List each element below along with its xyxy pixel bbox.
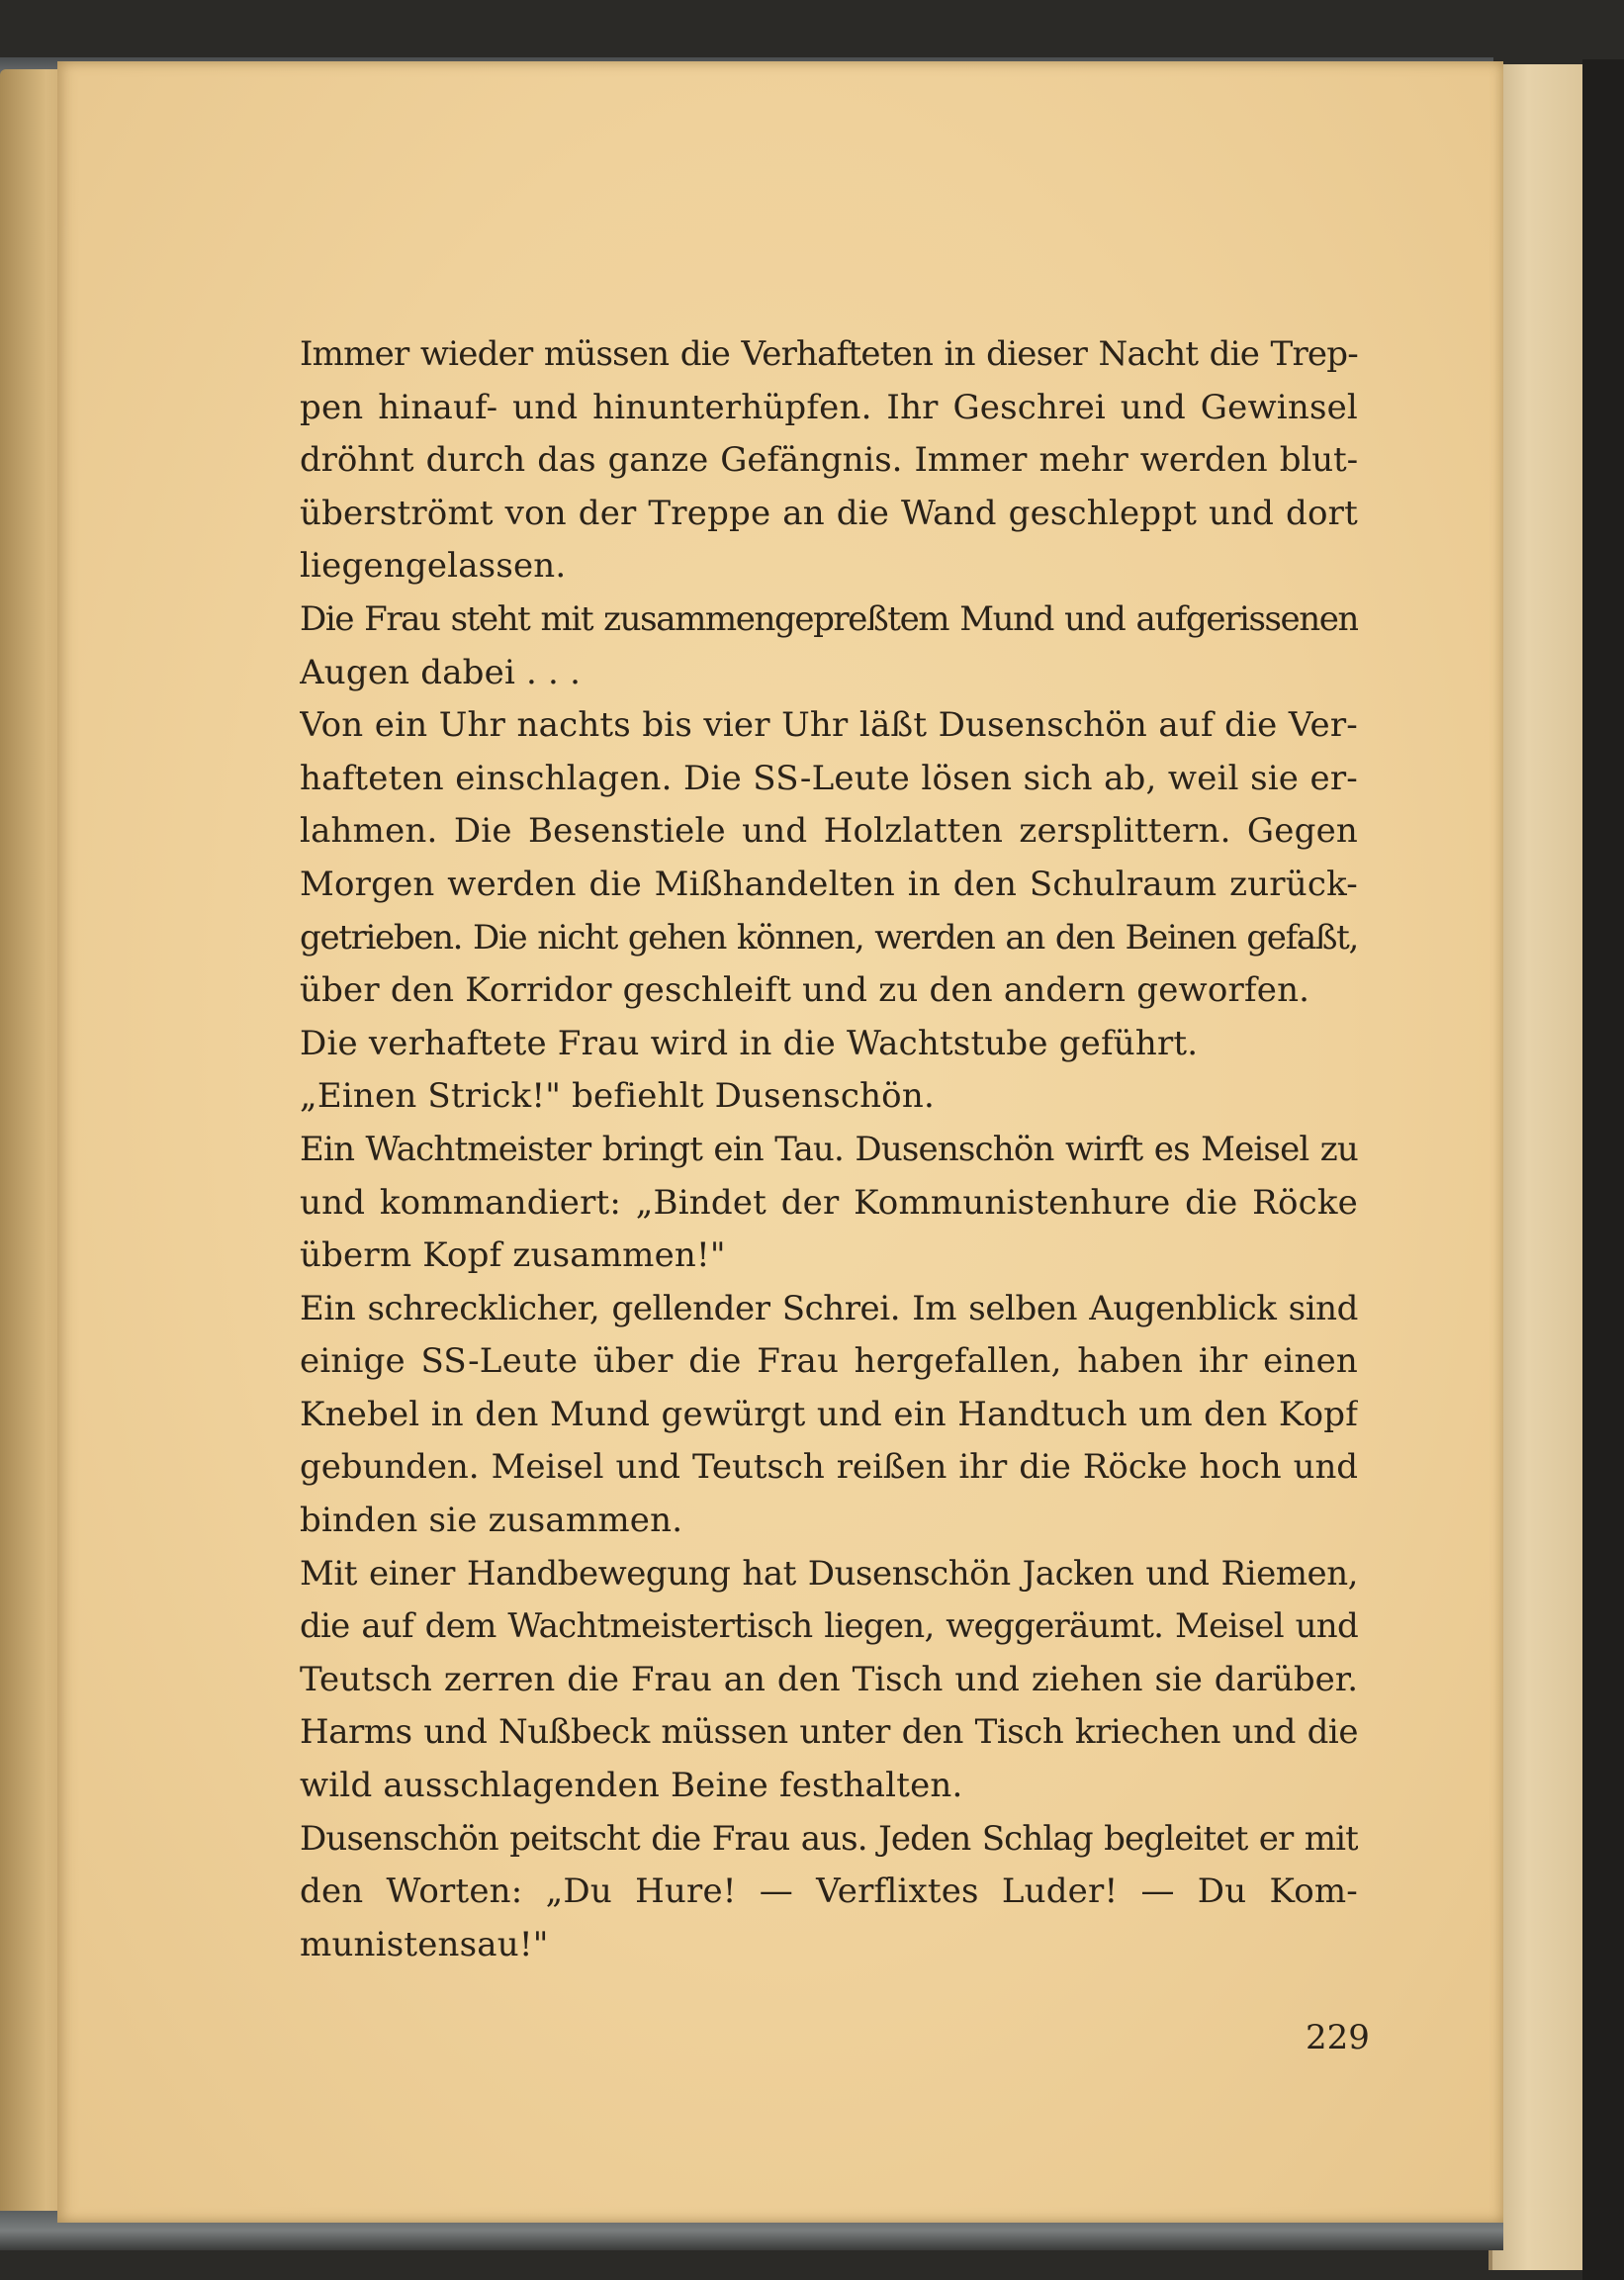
text-line: Die Frau steht mit zusammengepreßtem Mund und aufgerissenen bbox=[300, 598, 1358, 639]
text-line: dröhnt durch das ganze Gefängnis. Immer mehr werden blut- bbox=[300, 440, 1358, 481]
text-line: Knebel in den Mund gewürgt und ein Handtuch um den Kopf bbox=[300, 1394, 1358, 1434]
text-line: gebunden. Meisel und Teutsch reißen ihr die Röcke hoch und bbox=[300, 1447, 1358, 1488]
text-line: und kommandiert: „Bindet der Kommunistenhure die Röcke bbox=[300, 1182, 1358, 1223]
text-line: über den Korridor geschleift und zu den andern geworfen. bbox=[300, 970, 1310, 1011]
text-line: hafteten einschlagen. Die SS-Leute lösen sich ab, weil sie er- bbox=[300, 758, 1358, 798]
scan-background-right bbox=[1582, 59, 1624, 2280]
text-line: Augen dabei . . . bbox=[300, 652, 582, 692]
text-line: pen hinauf- und hinunterhüpfen. Ihr Geschrei und Gewinsel bbox=[300, 387, 1358, 427]
text-line: Von ein Uhr nachts bis vier Uhr läßt Dusenschön auf die Ver- bbox=[300, 705, 1358, 746]
text-line: überm Kopf zusammen!" bbox=[300, 1235, 726, 1276]
text-line: getrieben. Die nicht gehen können, werden an den Beinen gefaßt, bbox=[300, 917, 1358, 958]
text-line: binden sie zusammen. bbox=[300, 1501, 683, 1541]
text-line: liegengelassen. bbox=[300, 546, 567, 587]
text-line: Ein schrecklicher, gellender Schrei. Im selben Augenblick sind bbox=[300, 1288, 1358, 1328]
text-line: überströmt von der Treppe an die Wand geschleppt und dort bbox=[300, 493, 1358, 533]
text-line: den Worten: „Du Hure! — Verflixtes Luder! — Du Kom- bbox=[300, 1871, 1358, 1912]
text-line: „Einen Strick!" befiehlt Dusenschön. bbox=[300, 1076, 935, 1117]
text-line: Immer wieder müssen die Verhafteten in dieser Nacht die Trep- bbox=[300, 334, 1358, 374]
text-line: Dusenschön peitscht die Frau aus. Jeden Schlag begleitet er mit bbox=[300, 1818, 1358, 1859]
text-line: Mit einer Handbewegung hat Dusenschön Jacken und Riemen, bbox=[300, 1553, 1358, 1594]
text-line: munistensau!" bbox=[300, 1924, 549, 1964]
text-line: Teutsch zerren die Frau an den Tisch und ziehen sie darüber. bbox=[300, 1659, 1358, 1699]
body-text bbox=[300, 328, 1358, 1971]
text-line: Harms und Nußbeck müssen unter den Tisch kriechen und die bbox=[300, 1712, 1358, 1753]
text-line: die auf dem Wachtmeistertisch liegen, weggeräumt. Meisel und bbox=[300, 1606, 1358, 1647]
page-number: 229 bbox=[1306, 2018, 1370, 2057]
text-line: lahmen. Die Besenstiele und Holzlatten zersplittern. Gegen bbox=[300, 811, 1358, 852]
text-line: wild ausschlagenden Beine festhalten. bbox=[300, 1766, 963, 1806]
text-line: einige SS-Leute über die Frau hergefallen, haben ihr einen bbox=[300, 1341, 1358, 1382]
text-line: Ein Wachtmeister bringt ein Tau. Dusenschön wirft es Meisel zu bbox=[300, 1129, 1358, 1169]
book-page bbox=[57, 61, 1503, 2223]
text-line: Morgen werden die Mißhandelten in den Schulraum zurück- bbox=[300, 864, 1358, 904]
text-line: Die verhaftete Frau wird in die Wachtstube geführt. bbox=[300, 1023, 1199, 1063]
